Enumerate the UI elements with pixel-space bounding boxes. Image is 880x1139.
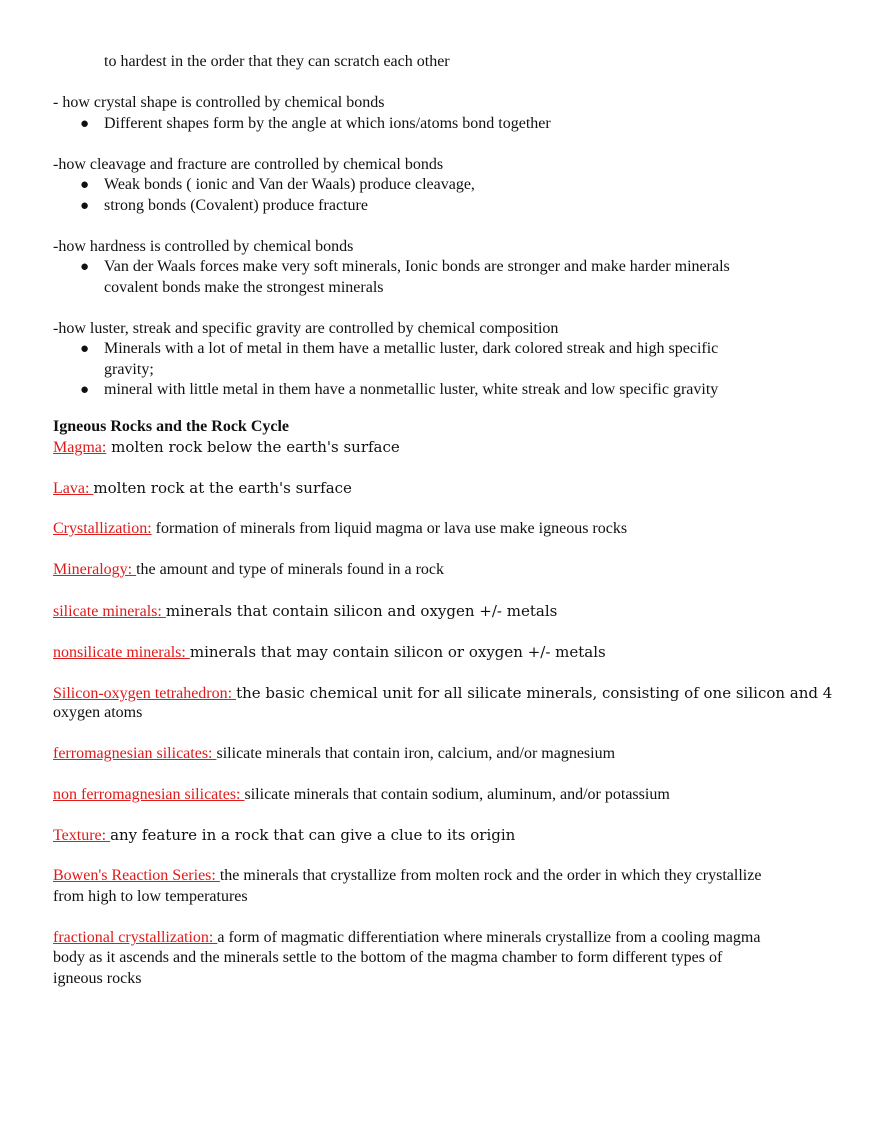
term-definition: the minerals that crystallize from molten rock and the order in which they crystallize: [219, 867, 762, 884]
bullet-icon: ●: [80, 177, 90, 193]
luster-bullet-1-line-1: Minerals with a lot of metal in them have a metallic luster, dark colored streak and high specific: [104, 340, 719, 357]
term-label: non ferromagnesian silicates:: [53, 786, 245, 803]
term-label: Silicon-oxygen tetrahedron:: [53, 685, 237, 702]
hardness-bullet-1-line-2: covalent bonds make the strongest minerals: [104, 279, 384, 296]
cleavage-bullet-1: Weak bonds ( ionic and Van der Waals) produce cleavage,: [104, 176, 475, 193]
term-fractional-line-2: body as it ascends and the minerals settle to the bottom of the magma chamber to form different types of: [53, 949, 723, 966]
term-label: ferromagnesian silicates:: [53, 745, 217, 762]
term-label: Magma:: [53, 439, 107, 456]
bullet-icon: ●: [80, 198, 90, 214]
term-magma: [53, 437, 400, 458]
term-nonferromagnesian: [53, 785, 670, 805]
term-crystallization: [53, 519, 627, 539]
term-label: Texture:: [53, 827, 111, 844]
bullet-icon: ●: [80, 116, 90, 132]
term-definition: molten rock at the earth's surface: [93, 479, 352, 497]
term-tetrahedron: [53, 683, 832, 704]
term-tetrahedron-line-2: oxygen atoms: [53, 704, 143, 721]
term-silicate-minerals: [53, 601, 557, 622]
continuation-line: to hardest in the order that they can scratch each other: [104, 53, 450, 70]
term-ferromagnesian: [53, 744, 615, 764]
term-definition: a form of magmatic differentiation where minerals crystallize from a cooling magma: [217, 929, 761, 946]
term-label: Crystallization:: [53, 520, 152, 537]
term-label: nonsilicate minerals:: [53, 644, 190, 661]
term-definition: the amount and type of minerals found in a rock: [136, 561, 445, 578]
term-label: silicate minerals:: [53, 603, 166, 620]
term-bowen-line-2: from high to low temperatures: [53, 888, 248, 905]
term-definition: silicate minerals that contain iron, calcium, and/or magnesium: [216, 745, 616, 762]
term-definition: formation of minerals from liquid magma or lava use make igneous rocks: [151, 520, 628, 537]
hardness-bullet-1-line-1: Van der Waals forces make very soft minerals, Ionic bonds are stronger and make harder minerals: [104, 258, 730, 275]
term-fractional-line-3: igneous rocks: [53, 970, 142, 987]
term-label: fractional crystallization:: [53, 929, 218, 946]
term-texture: [53, 825, 515, 846]
term-fractional: [53, 928, 760, 948]
bullet-icon: ●: [80, 259, 90, 275]
igneous-heading: Igneous Rocks and the Rock Cycle: [53, 418, 290, 435]
term-definition: molten rock below the earth's surface: [106, 438, 400, 456]
term-definition: any feature in a rock that can give a clue to its origin: [110, 826, 516, 844]
bullet-icon: ●: [80, 382, 90, 398]
cleavage-bullet-2: strong bonds (Covalent) produce fracture: [104, 197, 368, 214]
term-definition: minerals that may contain silicon or oxygen +/- metals: [189, 643, 606, 661]
luster-bullet-2: mineral with little metal in them have a nonmetallic luster, white streak and low specific gravity: [104, 381, 719, 398]
section-hardness-title: -how hardness is controlled by chemical bonds: [53, 238, 354, 255]
bullet-icon: ●: [80, 341, 90, 357]
term-label: Bowen's Reaction Series:: [53, 867, 220, 884]
section-luster-title: -how luster, streak and specific gravity are controlled by chemical composition: [53, 320, 559, 337]
term-definition: the basic chemical unit for all silicate minerals, consisting of one silicon and 4: [236, 684, 833, 702]
luster-bullet-1-line-2: gravity;: [104, 361, 154, 378]
term-definition: minerals that contain silicon and oxygen +/- metals: [165, 602, 558, 620]
crystal-bullet-1: Different shapes form by the angle at which ions/atoms bond together: [104, 115, 551, 132]
section-cleavage-title: -how cleavage and fracture are controlled by chemical bonds: [53, 156, 444, 173]
term-mineralogy: [53, 560, 444, 580]
term-nonsilicate-minerals: [53, 642, 606, 663]
term-definition: silicate minerals that contain sodium, aluminum, and/or potassium: [244, 786, 670, 803]
term-label: Mineralogy:: [53, 561, 137, 578]
section-crystal-title: - how crystal shape is controlled by chemical bonds: [53, 94, 385, 111]
term-lava: [53, 478, 352, 499]
term-label: Lava:: [53, 480, 94, 497]
term-bowen: [53, 866, 761, 886]
